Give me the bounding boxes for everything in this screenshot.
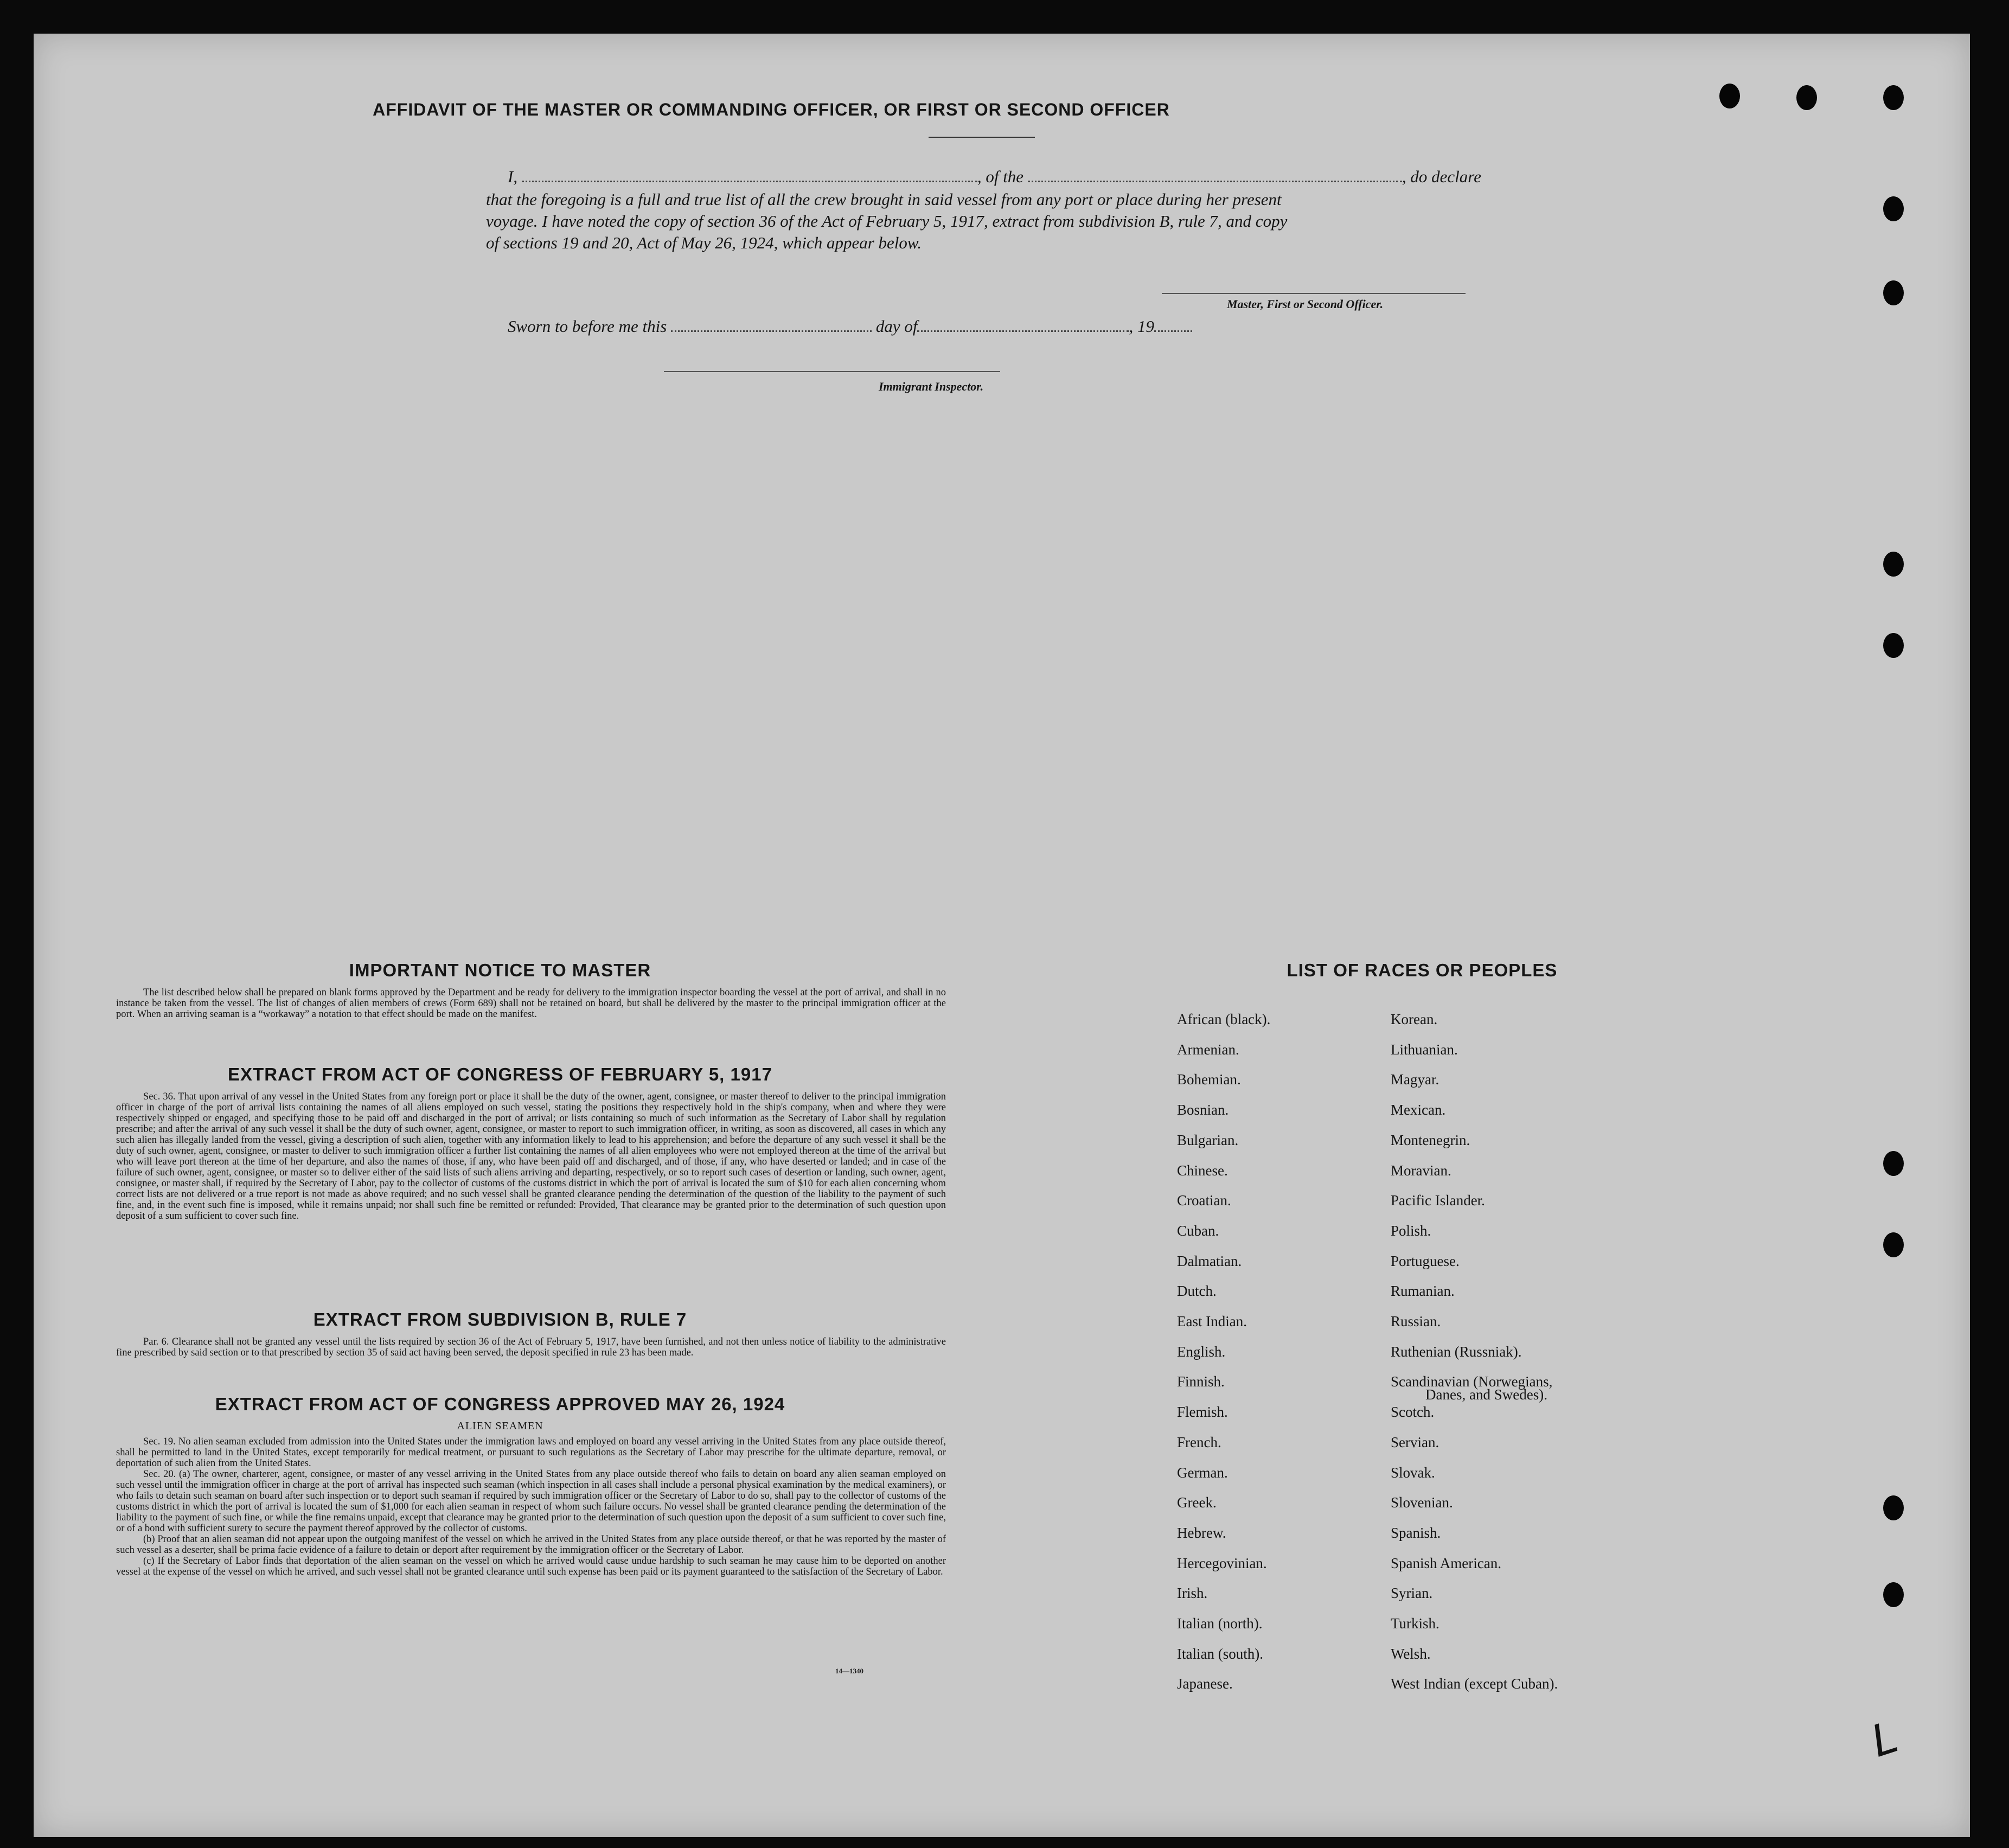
race-item: Spanish.	[1391, 1524, 1441, 1541]
affidavit-line-4: of sections 19 and 20, Act of May 26, 1924, which appear below.	[486, 233, 922, 252]
master-signature-line[interactable]	[1162, 293, 1466, 294]
race-item: Portuguese.	[1391, 1252, 1460, 1269]
race-item: East Indian.	[1177, 1313, 1247, 1329]
race-item: German.	[1177, 1464, 1228, 1481]
sworn-line	[508, 317, 1192, 336]
race-item: Finnish.	[1177, 1373, 1225, 1390]
race-item: Montenegrin.	[1391, 1131, 1470, 1148]
affidavit-declare: , do declare	[1402, 167, 1481, 186]
sec-20c-text: (c) If the Secretary of Labor finds that deportation of the alien seaman on the vessel on which he arrived would cause undue hardship to such seaman he may cause him to be deported on another vessel at the expense of the vessel on which he arrived, and such vessel shall not be granted clearance until such expense has been paid or its payment guaranteed to the satisfaction of the Secretary of Labor.	[116, 1556, 946, 1577]
punch-hole	[1883, 196, 1904, 221]
punch-hole	[1883, 552, 1904, 577]
race-item: Korean.	[1391, 1011, 1438, 1027]
punch-hole	[1883, 1151, 1904, 1176]
punch-hole	[1719, 84, 1740, 108]
extract-rule7-body: Par. 6. Clearance shall not be granted any vessel until the lists required by section 36 of the Act of February 5, 1917, have been furnished, and not then unless notice of liability to the administrative fine prescribed by said section or to that prescribed by section 35 of said act having been served, the deposit specified in rule 23 has been made.	[116, 1337, 946, 1358]
race-item: Dalmatian.	[1177, 1252, 1242, 1269]
master-signature-label: Master, First or Second Officer.	[1227, 297, 1384, 311]
race-item: Greek.	[1177, 1494, 1217, 1511]
race-item: Dutch.	[1177, 1283, 1217, 1300]
vessel-name-field[interactable]	[1028, 181, 1402, 182]
race-item: Slovak.	[1391, 1464, 1435, 1481]
document-page	[34, 34, 1970, 1837]
sworn-year-field[interactable]	[1154, 330, 1192, 332]
sec-20b-text: (b) Proof that an alien seaman did not appear upon the outgoing manifest of the vessel on which he arrived in the United States from any place outside thereof, or that he was reported by the master of such vessel as a deserter, shall be prima facie evidence of a failure to detain or deport after requirement by the immigration officer or the Secretary of Labor.	[116, 1534, 946, 1556]
race-item: Russian.	[1391, 1313, 1441, 1329]
race-item: Flemish.	[1177, 1404, 1228, 1421]
sworn-month-field[interactable]	[917, 330, 1129, 332]
race-item: Ruthenian (Russniak).	[1391, 1343, 1522, 1360]
race-item: West Indian (except Cuban).	[1391, 1676, 1558, 1692]
race-item: Pacific Islander.	[1391, 1192, 1485, 1209]
race-item: Cuban.	[1177, 1222, 1219, 1239]
race-item: Chinese.	[1177, 1162, 1228, 1179]
sworn-day-of: day of	[875, 317, 918, 336]
punch-hole	[1883, 280, 1904, 305]
race-item: Servian.	[1391, 1434, 1439, 1450]
affidavit-i: I,	[508, 167, 518, 186]
race-item: Spanish American.	[1391, 1555, 1501, 1571]
race-item: Turkish.	[1391, 1615, 1439, 1632]
sworn-prefix: Sworn to before me this	[508, 317, 667, 336]
title-underline	[929, 137, 1035, 138]
race-item: Polish.	[1391, 1222, 1431, 1239]
handwritten-mark: L	[1865, 1711, 1904, 1767]
notice-body: The list described below shall be prepared on blank forms approved by the Department and be ready for delivery to the immigration inspector boarding the vessel at the port of arrival, and shall in no instance be taken from the vessel. The list of changes of alien members of crews (Form 689) shall not be retained on board, but shall be delivered by the master to the principal immigration officer at the port. When an arriving seaman is a “workaway” a notation to that effect should be made on the manifest.	[116, 987, 946, 1020]
race-item: Hercegovinian.	[1177, 1555, 1267, 1571]
races-title: LIST OF RACES OR PEOPLES	[1287, 960, 1558, 980]
punch-hole	[1883, 1582, 1904, 1607]
punch-hole	[1883, 633, 1904, 658]
race-item: Hebrew.	[1177, 1524, 1226, 1541]
race-item: Italian (south).	[1177, 1645, 1263, 1662]
race-item: Rumanian.	[1391, 1283, 1455, 1300]
race-item: Bulgarian.	[1177, 1131, 1239, 1148]
race-item: Welsh.	[1391, 1645, 1431, 1662]
affidavit-line-2: that the foregoing is a full and true list of all the crew brought in said vessel from any port or place during her present	[486, 190, 1282, 209]
extract-rule7-title: EXTRACT FROM SUBDIVISION B, RULE 7	[313, 1309, 687, 1329]
race-item: Italian (north).	[1177, 1615, 1263, 1632]
sec-20a-text: Sec. 20. (a) The owner, charterer, agent, consignee, or master of any vessel arriving in the United States from any place outside thereof who fails to detain on board any alien seaman employed on such vessel until the immigration officer in charge at the port of arrival has inspected such seaman (which inspection in all cases shall include a personal physical examination by the medical examiners), or who fails to detain such seaman on board after such inspection or to deport such seaman if required by such immigration officer or the Secretary of Labor to do so, shall pay to the collector of customs of the customs district in which the port of arrival is located the sum of $1,000 for each alien seaman in respect of whom such failure occurs. No vessel shall be granted clearance pending the determination of the liability to the payment of such fine, or while the fine remains unpaid, except that clearance may be granted prior to the determination of such question upon the deposit of a sum sufficient to cover such fine, or of a bond with sufficient surety to secure the payment thereof approved by the collector of customs.	[116, 1469, 946, 1534]
extract-1924-title: EXTRACT FROM ACT OF CONGRESS APPROVED MAY 26, 1924	[215, 1394, 785, 1414]
race-item: Japanese.	[1177, 1676, 1233, 1692]
race-item: Scotch.	[1391, 1404, 1435, 1421]
extract-1917-title: EXTRACT FROM ACT OF CONGRESS OF FEBRUARY 5, 1917	[228, 1064, 772, 1084]
race-item: Bohemian.	[1177, 1071, 1241, 1088]
inspector-signature-line[interactable]	[664, 371, 1000, 372]
race-item: Scandinavian (Norwegians,	[1391, 1373, 1553, 1390]
extract-1917-body: Sec. 36. That upon arrival of any vessel in the United States from any foreign port or place it shall be the duty of the owner, agent, consignee, or master thereof to deliver to the principal immigration officer in charge of the port of arrival lists containing the names of all aliens employed on such vessel, stating the positions they respectively hold in the ship's company, when and where they were respectively shipped or engaged, and specifying those to be paid off and discharged in the port of arrival; or lists containing so much of such information as the Secretary of Labor shall by regulation prescribe; and after the arrival of any such vessel it shall be the duty of such owner, agent, consignee, or master to report to such immigration officer, in writing, as soon as discovered, all cases in which any such alien has illegally landed from the vessel, giving a description of such alien, together with any information likely to lead to his apprehension; and before the departure of any such vessel it shall be the duty of such owner, agent, consignee, or master to deliver to such immigration officer a further list containing the names of all alien employees who were not employed thereon at the time of the arrival but who will leave port thereon at the time of her departure, and also the names of those, if any, who have been paid off and discharged, and of those, if any, who have deserted or landed; and in case of the failure of such owner, agent, consignee, or master so to deliver either of the said lists of such aliens arriving and departing, respectively, or so to report such cases of desertion or landing, such owner, agent, consignee, or master shall, if required by the Secretary of Labor, pay to the collector of customs of the customs district in which the port of arrival is located the sum of $10 for each alien concerning whom correct lists are not delivered or a true report is not made as above required; and no such vessel shall be granted clearance pending the determination of the question of the liability to the payment of such fine, and, in the event such fine is imposed, while it remains unpaid; nor shall such fine be remitted or refunded: Provided, That clearance may be granted prior to the determination of such question upon deposit of a sum sufficient to cover such fine.	[116, 1091, 946, 1222]
sworn-year: , 19	[1129, 317, 1154, 336]
punch-hole	[1883, 85, 1904, 110]
race-item: Irish.	[1177, 1585, 1208, 1602]
race-item: Moravian.	[1391, 1162, 1451, 1179]
inspector-label: Immigrant Inspector.	[879, 380, 984, 393]
extract-1924-body	[116, 1436, 946, 1577]
race-item: Mexican.	[1391, 1102, 1446, 1118]
race-item: Syrian.	[1391, 1585, 1433, 1602]
officer-name-field[interactable]	[522, 181, 977, 182]
race-item: Slovenian.	[1391, 1494, 1453, 1511]
affidavit-line-3: voyage. I have noted the copy of section 36 of the Act of February 5, 1917, extract from subdivision B, rule 7, and copy	[486, 212, 1288, 231]
race-item: African (black).	[1177, 1011, 1271, 1027]
affidavit-of-the: , of the	[977, 167, 1024, 186]
form-number: 14—1340	[835, 1667, 863, 1675]
race-item: French.	[1177, 1434, 1221, 1450]
extract-1924-subtitle: ALIEN SEAMEN	[457, 1420, 543, 1432]
race-item: English.	[1177, 1343, 1226, 1360]
race-item-continuation: Danes, and Swedes).	[1425, 1386, 1547, 1403]
race-item: Bosnian.	[1177, 1102, 1229, 1118]
race-item: Armenian.	[1177, 1041, 1239, 1058]
race-item: Lithuanian.	[1391, 1041, 1458, 1058]
punch-hole	[1796, 85, 1817, 110]
sec-19-text: Sec. 19. No alien seaman excluded from admission into the United States under the immigration laws and employed on board any vessel arriving in the United States from any place outside thereof, shall be permitted to land in the United States, except temporarily for medical treatment, or pursuant to such regulations as the Secretary of Labor may prescribe for the ultimate departure, removal, or deportation of such alien from the United States.	[116, 1436, 946, 1469]
sworn-day-field[interactable]	[671, 330, 872, 332]
notice-title: IMPORTANT NOTICE TO MASTER	[349, 960, 651, 980]
race-item: Magyar.	[1391, 1071, 1439, 1088]
race-item: Croatian.	[1177, 1192, 1231, 1209]
affidavit-line-1	[508, 167, 1481, 187]
affidavit-title: AFFIDAVIT OF THE MASTER OR COMMANDING OFFICER, OR FIRST OR SECOND OFFICER	[373, 100, 1170, 119]
punch-hole	[1883, 1232, 1904, 1257]
punch-hole	[1883, 1495, 1904, 1520]
